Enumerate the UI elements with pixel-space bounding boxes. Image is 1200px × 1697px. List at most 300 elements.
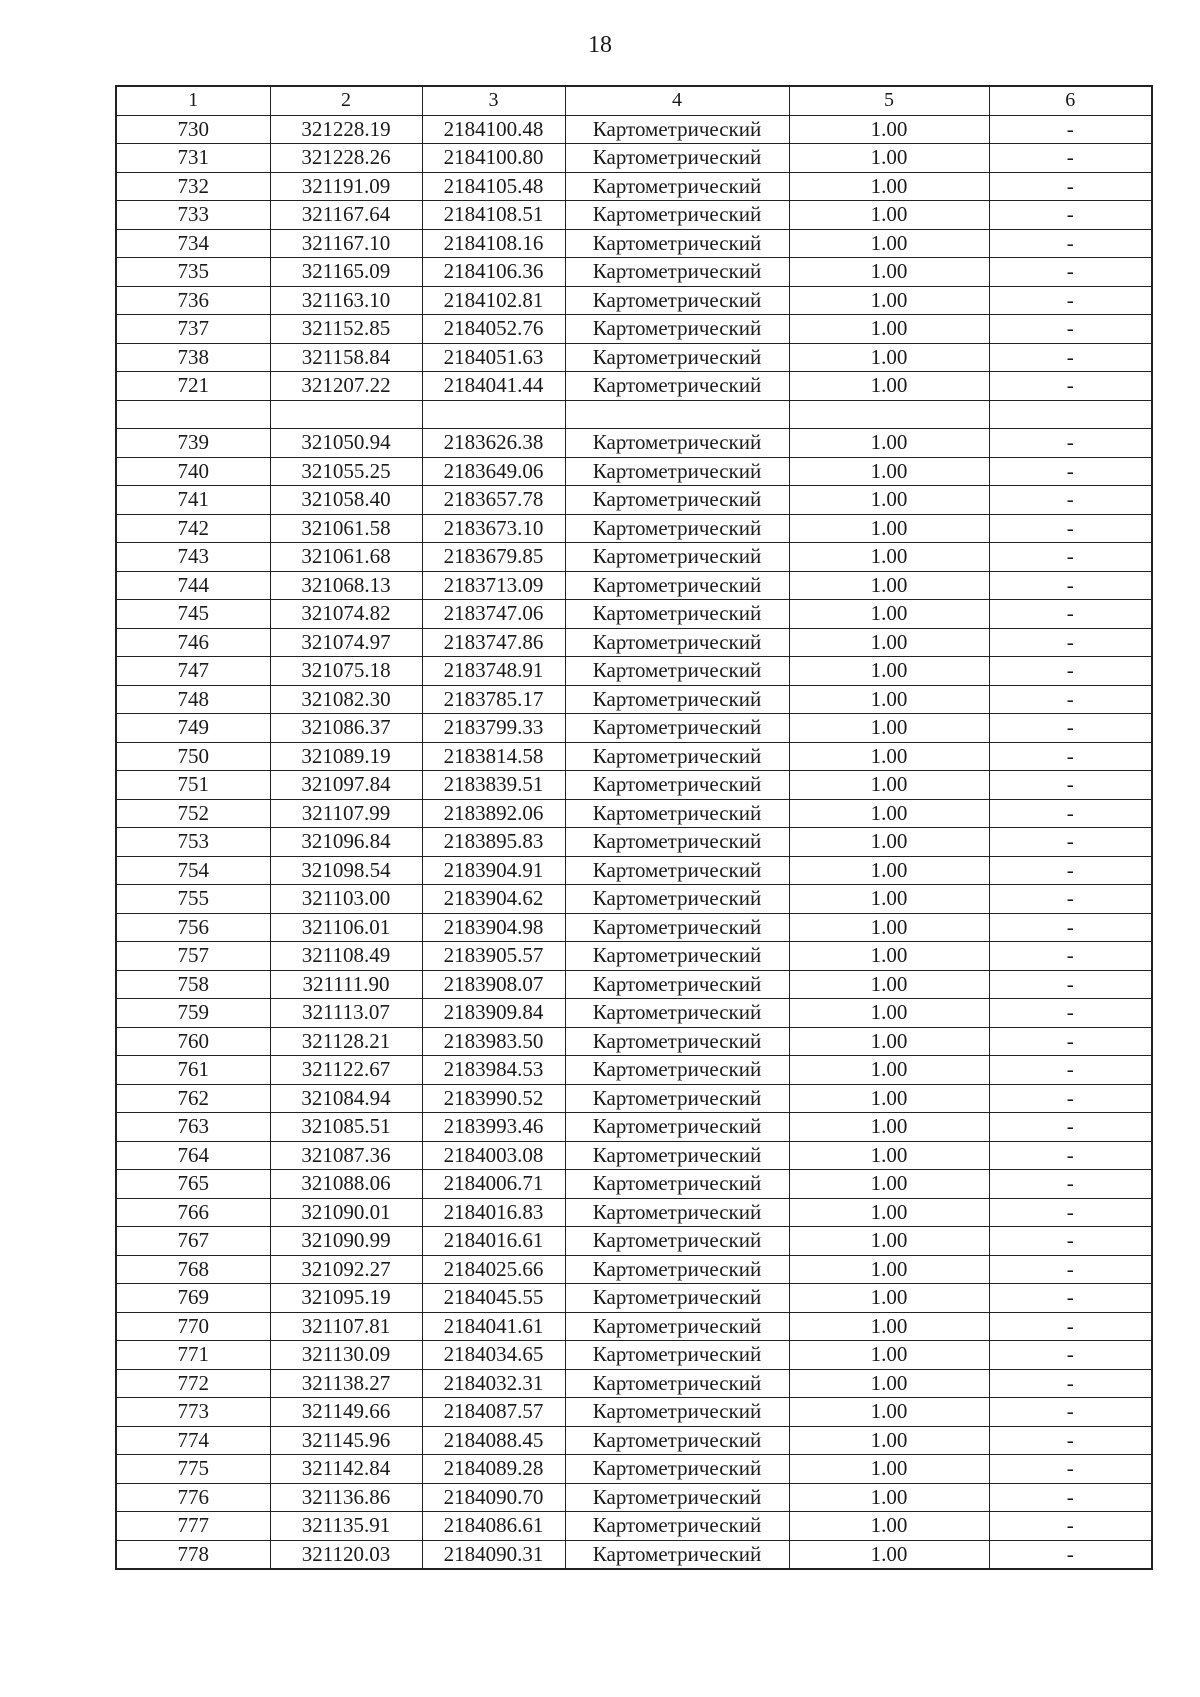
note-cell: - <box>989 600 1152 629</box>
x-coordinate-cell: 321163.10 <box>270 286 422 315</box>
accuracy-cell: 1.00 <box>789 828 989 857</box>
note-cell: - <box>989 913 1152 942</box>
y-coordinate-cell: 2184089.28 <box>422 1455 565 1484</box>
note-cell: - <box>989 856 1152 885</box>
table-row <box>116 1113 1152 1142</box>
table-row <box>116 571 1152 600</box>
method-cell: Картометрический <box>565 628 789 657</box>
x-coordinate-cell: 321082.30 <box>270 685 422 714</box>
table-row <box>116 115 1152 144</box>
coordinates-table <box>115 85 1153 1570</box>
point-number-cell: 759 <box>116 999 270 1028</box>
point-number-cell: 769 <box>116 1284 270 1313</box>
table-row <box>116 372 1152 401</box>
point-number-cell: 767 <box>116 1227 270 1256</box>
method-cell: Картометрический <box>565 1084 789 1113</box>
point-number-cell: 772 <box>116 1369 270 1398</box>
table-row <box>116 1141 1152 1170</box>
x-coordinate-cell: 321096.84 <box>270 828 422 857</box>
point-number-cell: 773 <box>116 1398 270 1427</box>
point-number-cell: 777 <box>116 1512 270 1541</box>
table-row <box>116 1027 1152 1056</box>
note-cell: - <box>989 1540 1152 1569</box>
point-number-cell: 760 <box>116 1027 270 1056</box>
x-coordinate-cell: 321089.19 <box>270 742 422 771</box>
accuracy-cell: 1.00 <box>789 258 989 287</box>
accuracy-cell: 1.00 <box>789 1341 989 1370</box>
accuracy-cell: 1.00 <box>789 628 989 657</box>
y-coordinate-cell: 2184034.65 <box>422 1341 565 1370</box>
y-coordinate-cell: 2183679.85 <box>422 543 565 572</box>
x-coordinate-cell: 321098.54 <box>270 856 422 885</box>
accuracy-cell: 1.00 <box>789 514 989 543</box>
note-cell: - <box>989 942 1152 971</box>
y-coordinate-cell: 2184045.55 <box>422 1284 565 1313</box>
note-cell: - <box>989 543 1152 572</box>
y-coordinate-cell: 2183673.10 <box>422 514 565 543</box>
note-cell: - <box>989 657 1152 686</box>
table-row <box>116 172 1152 201</box>
x-coordinate-cell: 321207.22 <box>270 372 422 401</box>
method-cell: Картометрический <box>565 1483 789 1512</box>
point-number-cell: 735 <box>116 258 270 287</box>
point-number-cell: 731 <box>116 144 270 173</box>
accuracy-cell: 1.00 <box>789 714 989 743</box>
method-cell: Картометрический <box>565 885 789 914</box>
table-row <box>116 1198 1152 1227</box>
table-header-row <box>116 86 1152 115</box>
point-number-cell: 745 <box>116 600 270 629</box>
note-cell: - <box>989 714 1152 743</box>
method-cell: Картометрический <box>565 315 789 344</box>
y-coordinate-cell: 2183904.91 <box>422 856 565 885</box>
method-cell: Картометрический <box>565 1170 789 1199</box>
note-cell: - <box>989 343 1152 372</box>
note-cell: - <box>989 172 1152 201</box>
note-cell: - <box>989 115 1152 144</box>
y-coordinate-cell <box>422 400 565 429</box>
method-cell: Картометрический <box>565 1255 789 1284</box>
x-coordinate-cell: 321158.84 <box>270 343 422 372</box>
method-cell: Картометрический <box>565 1113 789 1142</box>
x-coordinate-cell: 321095.19 <box>270 1284 422 1313</box>
note-cell: - <box>989 1141 1152 1170</box>
y-coordinate-cell: 2184032.31 <box>422 1369 565 1398</box>
accuracy-cell: 1.00 <box>789 913 989 942</box>
accuracy-cell: 1.00 <box>789 970 989 999</box>
accuracy-cell: 1.00 <box>789 1027 989 1056</box>
table-row <box>116 1369 1152 1398</box>
method-cell: Картометрический <box>565 1512 789 1541</box>
method-cell: Картометрический <box>565 486 789 515</box>
y-coordinate-cell: 2183904.62 <box>422 885 565 914</box>
x-coordinate-cell: 321090.99 <box>270 1227 422 1256</box>
accuracy-cell: 1.00 <box>789 1398 989 1427</box>
accuracy-cell: 1.00 <box>789 1198 989 1227</box>
accuracy-cell <box>789 400 989 429</box>
method-cell: Картометрический <box>565 1341 789 1370</box>
point-number-cell: 743 <box>116 543 270 572</box>
accuracy-cell: 1.00 <box>789 343 989 372</box>
method-cell: Картометрический <box>565 1455 789 1484</box>
point-number-cell: 776 <box>116 1483 270 1512</box>
x-coordinate-cell: 321085.51 <box>270 1113 422 1142</box>
x-coordinate-cell: 321120.03 <box>270 1540 422 1569</box>
x-coordinate-cell: 321087.36 <box>270 1141 422 1170</box>
note-cell: - <box>989 885 1152 914</box>
y-coordinate-cell: 2183799.33 <box>422 714 565 743</box>
accuracy-cell: 1.00 <box>789 1369 989 1398</box>
y-coordinate-cell: 2184041.44 <box>422 372 565 401</box>
x-coordinate-cell: 321055.25 <box>270 457 422 486</box>
x-coordinate-cell: 321090.01 <box>270 1198 422 1227</box>
note-cell: - <box>989 514 1152 543</box>
x-coordinate-cell: 321167.64 <box>270 201 422 230</box>
x-coordinate-cell: 321108.49 <box>270 942 422 971</box>
y-coordinate-cell: 2183839.51 <box>422 771 565 800</box>
method-cell: Картометрический <box>565 685 789 714</box>
method-cell: Картометрический <box>565 258 789 287</box>
point-number-cell: 770 <box>116 1312 270 1341</box>
method-cell: Картометрический <box>565 1198 789 1227</box>
method-cell: Картометрический <box>565 1284 789 1313</box>
table-row <box>116 258 1152 287</box>
x-coordinate-cell: 321097.84 <box>270 771 422 800</box>
note-cell: - <box>989 828 1152 857</box>
table-row <box>116 1426 1152 1455</box>
y-coordinate-cell: 2183649.06 <box>422 457 565 486</box>
point-number-cell: 774 <box>116 1426 270 1455</box>
column-header: 4 <box>565 86 789 115</box>
note-cell: - <box>989 628 1152 657</box>
note-cell <box>989 400 1152 429</box>
method-cell: Картометрический <box>565 457 789 486</box>
note-cell: - <box>989 429 1152 458</box>
y-coordinate-cell: 2183895.83 <box>422 828 565 857</box>
table-row <box>116 942 1152 971</box>
y-coordinate-cell: 2183747.06 <box>422 600 565 629</box>
x-coordinate-cell: 321191.09 <box>270 172 422 201</box>
method-cell: Картометрический <box>565 1398 789 1427</box>
method-cell: Картометрический <box>565 172 789 201</box>
y-coordinate-cell: 2184051.63 <box>422 343 565 372</box>
note-cell: - <box>989 315 1152 344</box>
method-cell: Картометрический <box>565 1540 789 1569</box>
note-cell: - <box>989 571 1152 600</box>
y-coordinate-cell: 2184088.45 <box>422 1426 565 1455</box>
accuracy-cell: 1.00 <box>789 1141 989 1170</box>
accuracy-cell: 1.00 <box>789 144 989 173</box>
table-row <box>116 1398 1152 1427</box>
y-coordinate-cell: 2183626.38 <box>422 429 565 458</box>
point-number-cell: 748 <box>116 685 270 714</box>
x-coordinate-cell: 321149.66 <box>270 1398 422 1427</box>
method-cell: Картометрический <box>565 771 789 800</box>
x-coordinate-cell: 321122.67 <box>270 1056 422 1085</box>
note-cell: - <box>989 742 1152 771</box>
point-number-cell: 733 <box>116 201 270 230</box>
method-cell: Картометрический <box>565 942 789 971</box>
table-body <box>116 115 1152 1569</box>
accuracy-cell: 1.00 <box>789 1227 989 1256</box>
note-cell: - <box>989 229 1152 258</box>
table-row <box>116 1455 1152 1484</box>
accuracy-cell: 1.00 <box>789 229 989 258</box>
x-coordinate-cell: 321074.97 <box>270 628 422 657</box>
accuracy-cell: 1.00 <box>789 1312 989 1341</box>
table-row <box>116 885 1152 914</box>
note-cell: - <box>989 1398 1152 1427</box>
accuracy-cell: 1.00 <box>789 1084 989 1113</box>
point-number-cell: 730 <box>116 115 270 144</box>
table-row <box>116 429 1152 458</box>
method-cell: Картометрический <box>565 999 789 1028</box>
note-cell: - <box>989 201 1152 230</box>
method-cell: Картометрический <box>565 144 789 173</box>
accuracy-cell: 1.00 <box>789 1056 989 1085</box>
y-coordinate-cell: 2183713.09 <box>422 571 565 600</box>
note-cell: - <box>989 771 1152 800</box>
x-coordinate-cell: 321113.07 <box>270 999 422 1028</box>
point-number-cell: 742 <box>116 514 270 543</box>
column-header: 6 <box>989 86 1152 115</box>
point-number-cell: 738 <box>116 343 270 372</box>
point-number-cell: 752 <box>116 799 270 828</box>
point-number-cell: 765 <box>116 1170 270 1199</box>
point-number-cell: 778 <box>116 1540 270 1569</box>
accuracy-cell: 1.00 <box>789 1170 989 1199</box>
table-row <box>116 657 1152 686</box>
point-number-cell: 763 <box>116 1113 270 1142</box>
accuracy-cell: 1.00 <box>789 429 989 458</box>
accuracy-cell: 1.00 <box>789 486 989 515</box>
point-number-cell: 739 <box>116 429 270 458</box>
note-cell: - <box>989 286 1152 315</box>
column-header: 1 <box>116 86 270 115</box>
y-coordinate-cell: 2184087.57 <box>422 1398 565 1427</box>
page-number: 18 <box>588 32 612 58</box>
x-coordinate-cell: 321142.84 <box>270 1455 422 1484</box>
x-coordinate-cell: 321092.27 <box>270 1255 422 1284</box>
table-row <box>116 543 1152 572</box>
method-cell: Картометрический <box>565 828 789 857</box>
method-cell: Картометрический <box>565 229 789 258</box>
table-row <box>116 1512 1152 1541</box>
x-coordinate-cell: 321107.99 <box>270 799 422 828</box>
y-coordinate-cell: 2183814.58 <box>422 742 565 771</box>
point-number-cell: 766 <box>116 1198 270 1227</box>
method-cell: Картометрический <box>565 600 789 629</box>
y-coordinate-cell: 2184016.61 <box>422 1227 565 1256</box>
table-row <box>116 1483 1152 1512</box>
point-number-cell: 734 <box>116 229 270 258</box>
method-cell: Картометрический <box>565 543 789 572</box>
x-coordinate-cell: 321050.94 <box>270 429 422 458</box>
x-coordinate-cell: 321074.82 <box>270 600 422 629</box>
x-coordinate-cell: 321136.86 <box>270 1483 422 1512</box>
point-number-cell: 732 <box>116 172 270 201</box>
note-cell: - <box>989 372 1152 401</box>
point-number-cell: 775 <box>116 1455 270 1484</box>
accuracy-cell: 1.00 <box>789 600 989 629</box>
y-coordinate-cell: 2183785.17 <box>422 685 565 714</box>
y-coordinate-cell: 2184090.70 <box>422 1483 565 1512</box>
table-row <box>116 856 1152 885</box>
point-number-cell: 755 <box>116 885 270 914</box>
method-cell: Картометрический <box>565 856 789 885</box>
accuracy-cell: 1.00 <box>789 942 989 971</box>
point-number-cell: 750 <box>116 742 270 771</box>
y-coordinate-cell: 2183908.07 <box>422 970 565 999</box>
note-cell: - <box>989 1426 1152 1455</box>
accuracy-cell: 1.00 <box>789 1255 989 1284</box>
accuracy-cell: 1.00 <box>789 657 989 686</box>
method-cell: Картометрический <box>565 970 789 999</box>
method-cell: Картометрический <box>565 913 789 942</box>
note-cell: - <box>989 457 1152 486</box>
accuracy-cell: 1.00 <box>789 1512 989 1541</box>
note-cell: - <box>989 1341 1152 1370</box>
table-row <box>116 229 1152 258</box>
point-number-cell: 757 <box>116 942 270 971</box>
table-row <box>116 828 1152 857</box>
y-coordinate-cell: 2184090.31 <box>422 1540 565 1569</box>
method-cell: Картометрический <box>565 514 789 543</box>
point-number-cell: 744 <box>116 571 270 600</box>
method-cell: Картометрический <box>565 657 789 686</box>
point-number-cell: 751 <box>116 771 270 800</box>
method-cell: Картометрический <box>565 1056 789 1085</box>
y-coordinate-cell: 2184052.76 <box>422 315 565 344</box>
y-coordinate-cell: 2184106.36 <box>422 258 565 287</box>
table-row <box>116 970 1152 999</box>
x-coordinate-cell: 321061.58 <box>270 514 422 543</box>
x-coordinate-cell: 321107.81 <box>270 1312 422 1341</box>
y-coordinate-cell: 2184041.61 <box>422 1312 565 1341</box>
table-row <box>116 913 1152 942</box>
y-coordinate-cell: 2184086.61 <box>422 1512 565 1541</box>
accuracy-cell: 1.00 <box>789 685 989 714</box>
y-coordinate-cell: 2183892.06 <box>422 799 565 828</box>
x-coordinate-cell: 321086.37 <box>270 714 422 743</box>
table-row <box>116 771 1152 800</box>
method-cell: Картометрический <box>565 742 789 771</box>
table-row <box>116 1284 1152 1313</box>
note-cell: - <box>989 1369 1152 1398</box>
x-coordinate-cell <box>270 400 422 429</box>
x-coordinate-cell: 321145.96 <box>270 1426 422 1455</box>
y-coordinate-cell: 2184016.83 <box>422 1198 565 1227</box>
table-row <box>116 1540 1152 1569</box>
accuracy-cell: 1.00 <box>789 543 989 572</box>
method-cell: Картометрический <box>565 799 789 828</box>
y-coordinate-cell: 2183747.86 <box>422 628 565 657</box>
method-cell: Картометрический <box>565 1027 789 1056</box>
accuracy-cell: 1.00 <box>789 315 989 344</box>
x-coordinate-cell: 321135.91 <box>270 1512 422 1541</box>
note-cell: - <box>989 999 1152 1028</box>
x-coordinate-cell: 321130.09 <box>270 1341 422 1370</box>
x-coordinate-cell: 321165.09 <box>270 258 422 287</box>
x-coordinate-cell: 321167.10 <box>270 229 422 258</box>
x-coordinate-cell: 321228.19 <box>270 115 422 144</box>
method-cell: Картометрический <box>565 1227 789 1256</box>
point-number-cell: 761 <box>116 1056 270 1085</box>
y-coordinate-cell: 2183904.98 <box>422 913 565 942</box>
accuracy-cell: 1.00 <box>789 1540 989 1569</box>
y-coordinate-cell: 2183748.91 <box>422 657 565 686</box>
accuracy-cell: 1.00 <box>789 856 989 885</box>
point-number-cell: 749 <box>116 714 270 743</box>
table-row <box>116 400 1152 429</box>
method-cell: Картометрический <box>565 571 789 600</box>
method-cell: Картометрический <box>565 286 789 315</box>
accuracy-cell: 1.00 <box>789 999 989 1028</box>
accuracy-cell: 1.00 <box>789 286 989 315</box>
column-header: 3 <box>422 86 565 115</box>
column-header: 5 <box>789 86 989 115</box>
note-cell: - <box>989 799 1152 828</box>
point-number-cell: 747 <box>116 657 270 686</box>
point-number-cell: 764 <box>116 1141 270 1170</box>
table-row <box>116 714 1152 743</box>
note-cell: - <box>989 1113 1152 1142</box>
accuracy-cell: 1.00 <box>789 1426 989 1455</box>
table-row <box>116 1227 1152 1256</box>
method-cell: Картометрический <box>565 429 789 458</box>
accuracy-cell: 1.00 <box>789 1113 989 1142</box>
y-coordinate-cell: 2184108.51 <box>422 201 565 230</box>
note-cell: - <box>989 1227 1152 1256</box>
method-cell: Картометрический <box>565 372 789 401</box>
y-coordinate-cell: 2183990.52 <box>422 1084 565 1113</box>
method-cell <box>565 400 789 429</box>
x-coordinate-cell: 321088.06 <box>270 1170 422 1199</box>
table-row <box>116 628 1152 657</box>
x-coordinate-cell: 321068.13 <box>270 571 422 600</box>
accuracy-cell: 1.00 <box>789 201 989 230</box>
method-cell: Картометрический <box>565 1426 789 1455</box>
table-row <box>116 1341 1152 1370</box>
point-number-cell: 746 <box>116 628 270 657</box>
table-row <box>116 201 1152 230</box>
point-number-cell: 721 <box>116 372 270 401</box>
table-row <box>116 600 1152 629</box>
note-cell: - <box>989 1312 1152 1341</box>
y-coordinate-cell: 2184105.48 <box>422 172 565 201</box>
table-row <box>116 315 1152 344</box>
note-cell: - <box>989 1255 1152 1284</box>
accuracy-cell: 1.00 <box>789 1455 989 1484</box>
accuracy-cell: 1.00 <box>789 571 989 600</box>
y-coordinate-cell: 2184102.81 <box>422 286 565 315</box>
accuracy-cell: 1.00 <box>789 742 989 771</box>
note-cell: - <box>989 144 1152 173</box>
note-cell: - <box>989 1056 1152 1085</box>
point-number-cell: 762 <box>116 1084 270 1113</box>
note-cell: - <box>989 1455 1152 1484</box>
accuracy-cell: 1.00 <box>789 885 989 914</box>
y-coordinate-cell: 2183909.84 <box>422 999 565 1028</box>
x-coordinate-cell: 321058.40 <box>270 486 422 515</box>
method-cell: Картометрический <box>565 1369 789 1398</box>
table-row <box>116 685 1152 714</box>
point-number-cell: 756 <box>116 913 270 942</box>
method-cell: Картометрический <box>565 201 789 230</box>
point-number-cell: 758 <box>116 970 270 999</box>
method-cell: Картометрический <box>565 714 789 743</box>
accuracy-cell: 1.00 <box>789 1284 989 1313</box>
